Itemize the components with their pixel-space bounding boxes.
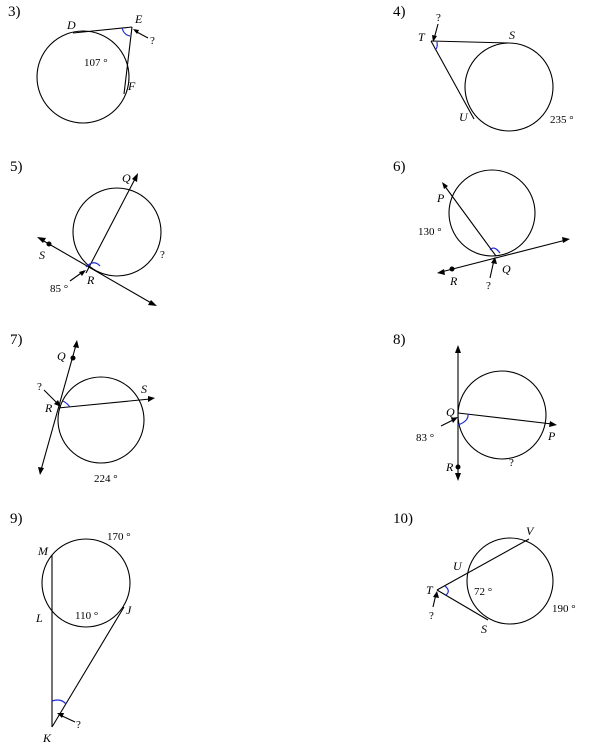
problem-number: 6) xyxy=(393,159,406,175)
point-label-r: R xyxy=(446,460,454,474)
arc-measure: 224 ° xyxy=(94,473,118,485)
point-label-d: D xyxy=(67,18,76,32)
point-label-t: T xyxy=(426,583,433,597)
arrowhead xyxy=(549,421,557,427)
point-label-p: P xyxy=(548,429,556,443)
angle-marker xyxy=(445,586,448,595)
circle xyxy=(37,31,129,123)
tangent-line-tu xyxy=(431,41,474,119)
angle-marker xyxy=(52,700,66,704)
angle-measure: 83 ° xyxy=(416,432,435,444)
point-label-r: R xyxy=(45,401,53,415)
problem-number: 7) xyxy=(10,332,23,348)
problem-7 xyxy=(10,332,155,485)
arrowhead xyxy=(455,473,461,481)
arc-measure: 130 ° xyxy=(418,226,442,238)
problem-number: 9) xyxy=(10,511,23,527)
problem-number: 10) xyxy=(393,511,413,527)
point-label-q: Q xyxy=(122,171,131,185)
secant-line-rs xyxy=(58,399,150,408)
angle-marker xyxy=(122,28,130,36)
point-r-dot xyxy=(456,465,461,470)
arc-measure-minor: 110 ° xyxy=(75,610,99,622)
arrowhead xyxy=(433,591,439,598)
point-label-f: F xyxy=(128,79,136,93)
point-label-v: V xyxy=(526,524,534,538)
arrowhead xyxy=(562,237,570,243)
arrowhead xyxy=(38,467,44,475)
point-label-k: K xyxy=(43,731,52,745)
arc-measure-minor: 72 ° xyxy=(474,586,493,598)
point-label-e: E xyxy=(135,12,143,26)
point-label-r: R xyxy=(87,273,95,287)
problem-8 xyxy=(393,332,557,481)
point-label-q: Q xyxy=(57,349,66,363)
secant-line-qp xyxy=(458,413,552,424)
secant-line-tv xyxy=(437,539,529,590)
angle-marker xyxy=(458,414,468,425)
arrowhead xyxy=(442,182,448,189)
arrowhead xyxy=(148,300,157,306)
point-label-r: R xyxy=(450,274,458,288)
point-label-j: J xyxy=(126,603,132,617)
unknown-marker: ? xyxy=(76,719,81,731)
point-r-dot xyxy=(450,267,455,272)
problem-9 xyxy=(10,511,132,745)
problem-number: 3) xyxy=(8,4,21,20)
point-label-t: T xyxy=(418,30,425,44)
arc-measure-major: 190 ° xyxy=(552,603,576,615)
arrowhead xyxy=(437,269,445,275)
unknown-marker: ? xyxy=(37,381,42,393)
point-label-m: M xyxy=(38,544,48,558)
arrowhead xyxy=(79,270,86,276)
problem-5 xyxy=(10,159,165,306)
point-label-u: U xyxy=(453,559,462,573)
arrowhead xyxy=(132,173,138,182)
point-label-q: Q xyxy=(446,405,455,419)
point-label-s: S xyxy=(509,28,515,42)
circle xyxy=(467,538,553,624)
point-label-l: L xyxy=(36,611,43,625)
arc-measure-major: 170 ° xyxy=(107,531,131,543)
circle xyxy=(58,377,144,463)
point-label-s: S xyxy=(141,382,147,396)
circle xyxy=(465,43,553,131)
unknown-marker: ? xyxy=(429,610,434,622)
problem-number: 5) xyxy=(10,159,23,175)
arrowhead xyxy=(148,396,155,402)
problem-3 xyxy=(8,4,155,123)
problem-number: 8) xyxy=(393,332,406,348)
point-s-dot xyxy=(47,242,52,247)
unknown-marker: ? xyxy=(160,249,165,261)
problem-6 xyxy=(393,159,570,292)
angle-marker xyxy=(63,401,70,407)
circle xyxy=(449,170,535,256)
problem-10 xyxy=(393,511,576,636)
point-label-s: S xyxy=(39,248,45,262)
tangent-line-ts xyxy=(431,41,509,43)
point-label-u: U xyxy=(459,110,468,124)
unknown-marker: ? xyxy=(509,457,514,469)
arrowhead xyxy=(455,345,461,353)
problem-number: 4) xyxy=(393,4,406,20)
point-label-s: S xyxy=(481,622,487,636)
point-label-p: P xyxy=(437,191,445,205)
circle xyxy=(73,188,161,276)
secant-line-kj xyxy=(52,607,124,727)
point-label-q: Q xyxy=(502,262,511,276)
problem-4 xyxy=(393,4,574,131)
unknown-marker: ? xyxy=(486,280,491,292)
point-q-dot xyxy=(71,356,76,361)
arc-measure: 107 ° xyxy=(84,57,108,69)
secant-line-qp xyxy=(444,185,496,256)
line-rq xyxy=(86,177,136,273)
arrowhead xyxy=(73,340,79,348)
unknown-marker: ? xyxy=(436,12,441,24)
angle-measure: 85 ° xyxy=(50,283,69,295)
unknown-marker: ? xyxy=(150,35,155,47)
arc-measure: 235 ° xyxy=(550,114,574,126)
